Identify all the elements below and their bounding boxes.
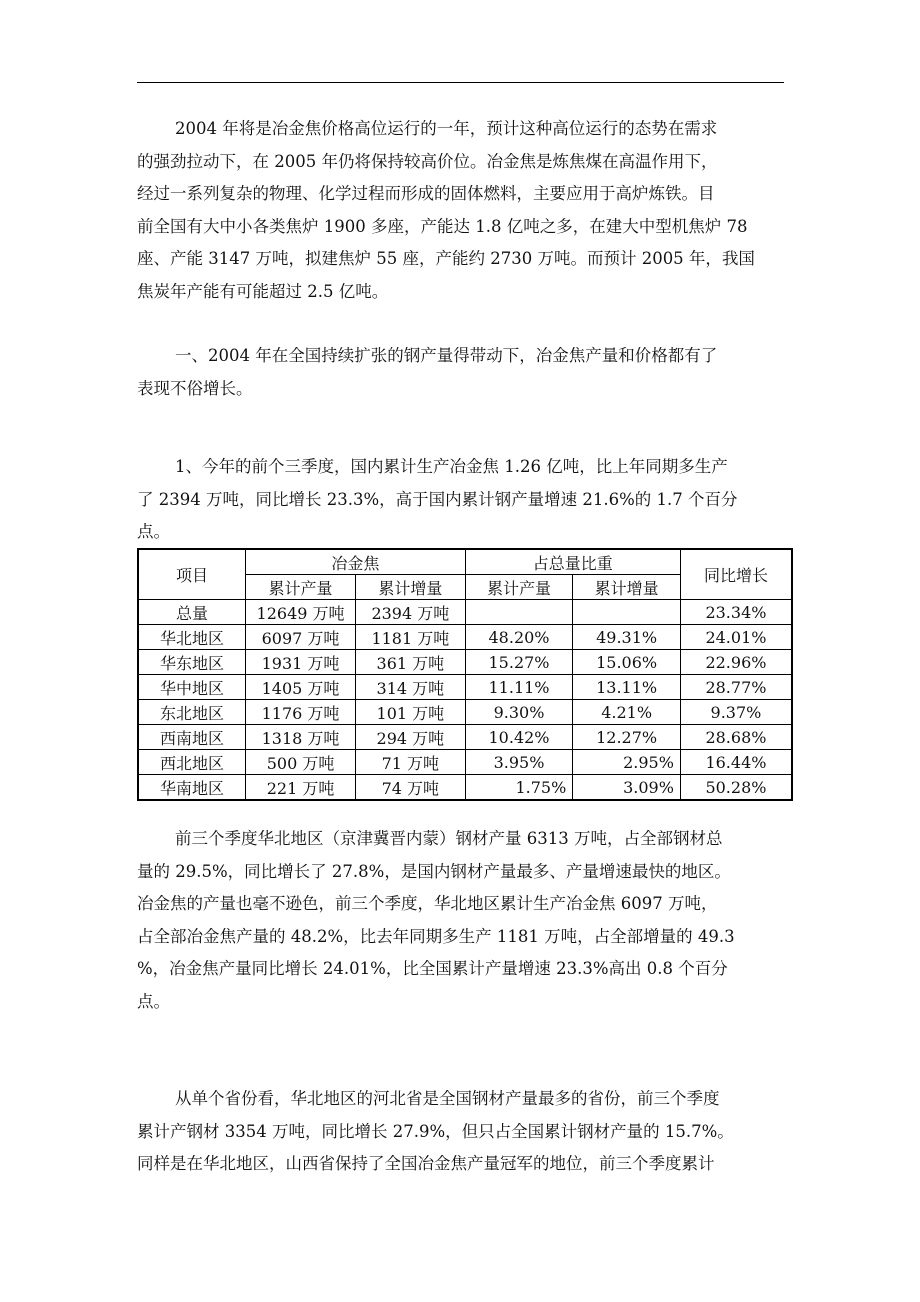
text-line: 占全部冶金焦产量的 48.2%，比去年同期多生产 1181 万吨，占全部增量的 49.3: [137, 926, 735, 946]
table-cell: 23.34%: [680, 600, 792, 625]
table-cell: 15.06%: [573, 650, 681, 675]
table-cell: 22.96%: [680, 650, 792, 675]
subheader-cell: 累计增量: [355, 575, 465, 600]
table-cell: 15.27%: [465, 650, 573, 675]
table-cell: 1405 万吨: [246, 675, 356, 700]
table-cell: 1.75%: [465, 775, 573, 801]
header-growth: 同比增长: [680, 549, 792, 600]
table-row: [138, 650, 792, 675]
table-cell: 3.09%: [573, 775, 681, 801]
text-line: 累计产钢材 3354 万吨，同比增长 27.9%，但只占全国累计钢材产量的 15.7%。: [137, 1121, 734, 1141]
paragraph-q3-summary: [137, 451, 787, 549]
text-line: 同样是在华北地区，山西省保持了全国冶金焦产量冠军的地位，前三个季度累计: [137, 1154, 715, 1173]
text-line: %，冶金焦产量同比增长 24.01%，比全国累计产量增速 23.3%高出 0.8 个百分: [137, 959, 728, 978]
table-cell: 49.31%: [573, 625, 681, 650]
table-cell: 华中地区: [138, 675, 246, 700]
table-cell: 314 万吨: [355, 675, 465, 700]
subheader-cell: 累计增量: [573, 575, 681, 600]
table-row: [138, 750, 792, 775]
text-line: 座、产能 3147 万吨，拟建焦炉 55 座，产能约 2730 万吨。而预计 2005 年，我国: [137, 249, 755, 268]
table-cell: 74 万吨: [355, 775, 465, 801]
table-cell: 16.44%: [680, 750, 792, 775]
table-row: [138, 675, 792, 700]
table-cell: 华南地区: [138, 775, 246, 801]
table-cell: 9.30%: [465, 700, 573, 725]
paragraph-north-china: [137, 823, 787, 1018]
table-row: [138, 725, 792, 750]
text-line: 点。: [137, 991, 170, 1011]
paragraph-section-heading: [137, 340, 787, 405]
text-line: 冶金焦的产量也毫不逊色，前三个季度，华北地区累计生产冶金焦 6097 万吨，: [137, 894, 718, 913]
subheader-cell: 累计产量: [465, 575, 573, 600]
header-share: 占总量比重: [465, 549, 680, 575]
table-cell: 4.21%: [573, 700, 681, 725]
table-cell: 9.37%: [680, 700, 792, 725]
table-cell: 500 万吨: [246, 750, 356, 775]
table-row: [138, 600, 792, 625]
text-line: 从单个省份看，华北地区的河北省是全国钢材产量最多的省份，前三个季度: [175, 1089, 720, 1108]
table-cell: 2394 万吨: [355, 600, 465, 625]
table-cell: 2.95%: [573, 750, 681, 775]
paragraph-intro: [137, 113, 787, 308]
text-line: 的强劲拉动下，在 2005 年仍将保持较高价位。冶金焦是炼焦煤在高温作用下，: [137, 151, 718, 171]
text-line: 2004 年将是冶金焦价格高位运行的一年，预计这种高位运行的态势在需求: [175, 119, 718, 138]
table-cell: 总量: [138, 600, 246, 625]
table-cell: 西北地区: [138, 750, 246, 775]
table-cell: 华东地区: [138, 650, 246, 675]
table-cell: 12.27%: [573, 725, 681, 750]
header-item: 项目: [138, 549, 246, 600]
table-cell: 1181 万吨: [355, 625, 465, 650]
table-cell: 12649 万吨: [246, 600, 356, 625]
text-line: 量的 29.5%，同比增长了 27.8%，是国内钢材产量最多、产量增速最快的地区。: [137, 861, 731, 881]
table-cell: 361 万吨: [355, 650, 465, 675]
table-cell: 1318 万吨: [246, 725, 356, 750]
table-cell: 1931 万吨: [246, 650, 356, 675]
table-cell: 6097 万吨: [246, 625, 356, 650]
text-line: 焦炭年产能有可能超过 2.5 亿吨。: [137, 281, 389, 301]
table-cell: 24.01%: [680, 625, 792, 650]
table-cell: 东北地区: [138, 700, 246, 725]
table-cell: 10.42%: [465, 725, 573, 750]
header-coke: 冶金焦: [246, 549, 466, 575]
table-cell: 294 万吨: [355, 725, 465, 750]
table-cell: 11.11%: [465, 675, 573, 700]
text-line: 前三个季度华北地区（京津冀晋内蒙）钢材产量 6313 万吨，占全部钢材总: [175, 829, 723, 848]
text-line: 经过一系列复杂的物理、化学过程而形成的固体燃料，主要应用于高炉炼铁。目: [137, 184, 715, 203]
table-cell: [573, 600, 681, 625]
text-line: 点。: [137, 522, 170, 541]
table-cell: 101 万吨: [355, 700, 465, 725]
table-cell: 西南地区: [138, 725, 246, 750]
table-cell: 71 万吨: [355, 750, 465, 775]
coke-production-table: [137, 548, 793, 801]
table-row: [138, 625, 792, 650]
table-cell: 48.20%: [465, 625, 573, 650]
table-cell: 13.11%: [573, 675, 681, 700]
table-cell: [465, 600, 573, 625]
text-line: 前全国有大中小各类焦炉 1900 多座，产能达 1.8 亿吨之多，在建大中型机焦炉 78: [137, 216, 748, 236]
table-row: [138, 775, 792, 801]
table-cell: 28.68%: [680, 725, 792, 750]
table-cell: 华北地区: [138, 625, 246, 650]
table-cell: 1176 万吨: [246, 700, 356, 725]
header-rule: [137, 82, 784, 83]
subheader-cell: 累计产量: [246, 575, 356, 600]
paragraph-provinces: [137, 1083, 787, 1181]
table-cell: 221 万吨: [246, 775, 356, 801]
table-row: [138, 700, 792, 725]
table-header-row: [138, 549, 792, 575]
text-line: 1、今年的前个三季度，国内累计生产冶金焦 1.26 亿吨，比上年同期多生产: [175, 457, 728, 476]
text-line: 了 2394 万吨，同比增长 23.3%，高于国内累计钢产量增速 21.6%的 1.7 个百分: [137, 489, 738, 509]
text-line: 一、2004 年在全国持续扩张的钢产量得带动下，冶金焦产量和价格都有了: [175, 346, 718, 365]
text-line: 表现不俗增长。: [137, 378, 253, 398]
table-cell: 3.95%: [465, 750, 573, 775]
table-cell: 50.28%: [680, 775, 792, 801]
table-cell: 28.77%: [680, 675, 792, 700]
